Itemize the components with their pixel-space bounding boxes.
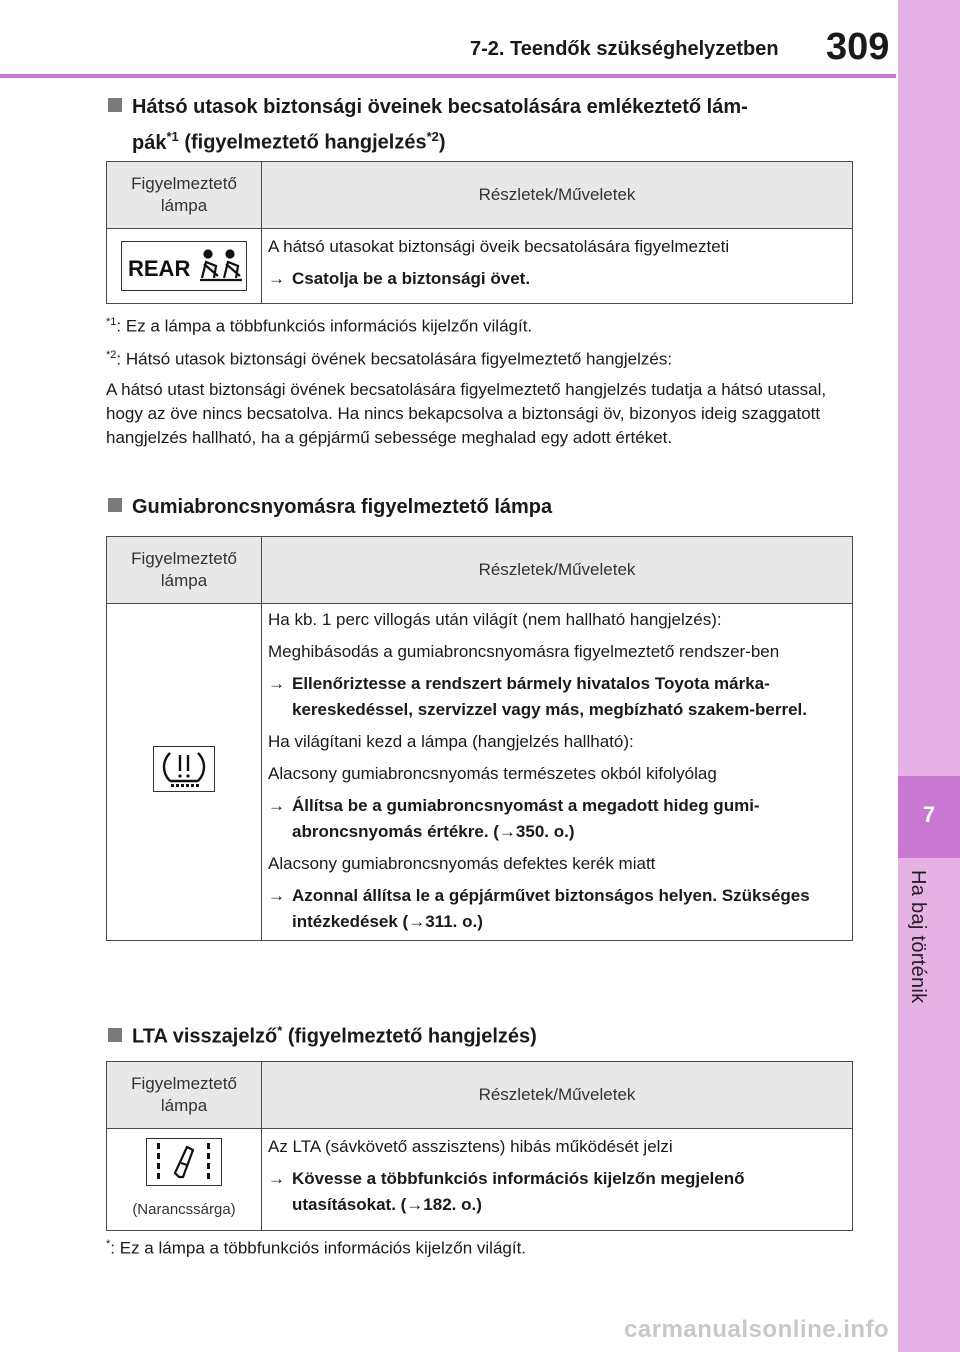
detail-text: Ha világítani kezd a lámpa (hangjelzés hallható): (268, 732, 634, 751)
table-header-row (107, 1062, 853, 1129)
section-heading-tire-pressure: Gumiabroncsnyomásra figyelmeztető lámpa (108, 492, 552, 522)
table-row (107, 229, 853, 304)
section-heading-rear-seatbelt (108, 92, 848, 158)
warning-light-table-tire-pressure (106, 536, 853, 941)
action-instruction: → Ellenőriztesse a rendszert bármely hivatalos Toyota márka-kereskedéssel, szervizzel vagy más, megbízható szakem-berrel. (268, 671, 846, 723)
warning-light-table-rear-seatbelt (106, 161, 853, 304)
watermark: carmanualsonline.info (624, 1316, 890, 1343)
footnote-2: $^{*2}$: Hátsó utasok biztonsági övének becsatolására figyelmeztető hangjelzés: (106, 349, 673, 369)
page-number: 309 (826, 26, 890, 68)
detail-text: Alacsony gumiabroncsnyomás természetes okból kifolyólag (268, 764, 717, 783)
lamp-cell (107, 604, 262, 941)
details-cell (262, 229, 853, 304)
arrow-right-icon: → (268, 674, 285, 693)
arrow-right-icon: → (268, 886, 285, 905)
table-header-row (107, 537, 853, 604)
running-header-section: 7-2. Teendők szükséghelyzetben (470, 38, 779, 60)
explanation-paragraph: A hátsó utast biztonsági övének becsatolására figyelmeztető hangjelzés tudatja a hátsó utassal, hogy az öve nincs becsatolva. Ha nincs bekapcsolva a biztonsági öv, bizonyos ideig szaggatott hangjelzés hallható, ha a gépjármű sebessége meghalad egy adott értéket. (106, 380, 827, 447)
detail-text: Ha kb. 1 perc villogás után világít (nem hallható hangjelzés): (268, 610, 722, 629)
chapter-title: Ha baj történik (907, 870, 929, 1004)
action-instruction: → Kövesse a többfunkciós információs kijelzőn megjelenő utasításokat. (→182. o.) (268, 1166, 846, 1218)
col-header-lamp: Figyelmeztető lámpa (107, 537, 262, 604)
col-header-details: Részletek/Műveletek (262, 162, 853, 229)
footnote-lta: *: Ez a lámpa a többfunkciós információs kijelzőn világít. (106, 1238, 527, 1258)
rear-seatbelt-reminder-icon (121, 241, 247, 291)
action-instruction: → Azonnal állítsa le a gépjárművet biztonságos helyen. Szükséges intézkedések (→311. o.) (268, 883, 846, 935)
action-instruction: → Csatolja be a biztonsági övet. (268, 266, 846, 292)
col-header-details: Részletek/Műveletek (262, 1062, 853, 1129)
heading-text-2b: (figyelmeztető hangjelzés (178, 131, 427, 154)
arrow-right-icon: → (268, 269, 285, 288)
detail-text: Alacsony gumiabroncsnyomás defektes kerék miatt (268, 854, 656, 873)
detail-text: A hátsó utasokat biztonsági öveik becsatolására figyelmezteti (268, 237, 730, 256)
col-header-details: Részletek/Műveletek (262, 537, 853, 604)
lamp-cell (107, 1129, 262, 1231)
header-divider (0, 74, 896, 78)
table-row (107, 1129, 853, 1231)
chapter-number: 7 (922, 802, 936, 827)
tire-pressure-warning-icon (153, 746, 215, 792)
details-cell (262, 604, 853, 941)
chapter-side-tab (898, 0, 960, 1352)
heading-square-bullet-icon (108, 498, 122, 512)
arrow-right-icon: → (268, 1169, 285, 1188)
footnote-ref: *2 (426, 129, 439, 144)
section-heading-lta: LTA visszajelző* (figyelmeztető hangjelzés) (108, 1016, 537, 1052)
footnote-ref: *1 (166, 129, 179, 144)
detail-text: Meghibásodás a gumiabroncsnyomásra figyelmeztető rendszer-ben (268, 642, 780, 661)
footnote-1: $^{*1}$: Ez a lámpa a többfunkciós információs kijelzőn világít. (106, 316, 533, 336)
heading-square-bullet-icon (108, 1028, 122, 1042)
heading-text-2a: pák (132, 131, 167, 154)
heading-text: Hátsó utasok biztonsági öveinek becsatolására emlékeztető lám- (132, 96, 748, 118)
heading-square-bullet-icon (108, 98, 122, 112)
col-header-lamp: Figyelmeztető lámpa (107, 1062, 262, 1129)
lamp-color-caption: (Narancssárga) (132, 1201, 236, 1218)
table-header-row (107, 162, 853, 229)
svg-text:REAR: REAR (128, 256, 191, 281)
details-cell (262, 1129, 853, 1231)
col-header-lamp: Figyelmeztető lámpa (107, 162, 262, 229)
lamp-cell (107, 229, 262, 304)
detail-text: Az LTA (sávkövető asszisztens) hibás működését jelzi (268, 1137, 673, 1156)
lane-tracing-assist-icon (146, 1138, 222, 1186)
heading-text-2c: ) (438, 131, 446, 154)
action-instruction: → Állítsa be a gumiabroncsnyomást a megadott hideg gumi-abroncsnyomás értékre. (→350. o.) (268, 793, 846, 845)
warning-light-table-lta (106, 1061, 853, 1231)
arrow-right-icon: → (268, 796, 285, 815)
table-row (107, 604, 853, 941)
